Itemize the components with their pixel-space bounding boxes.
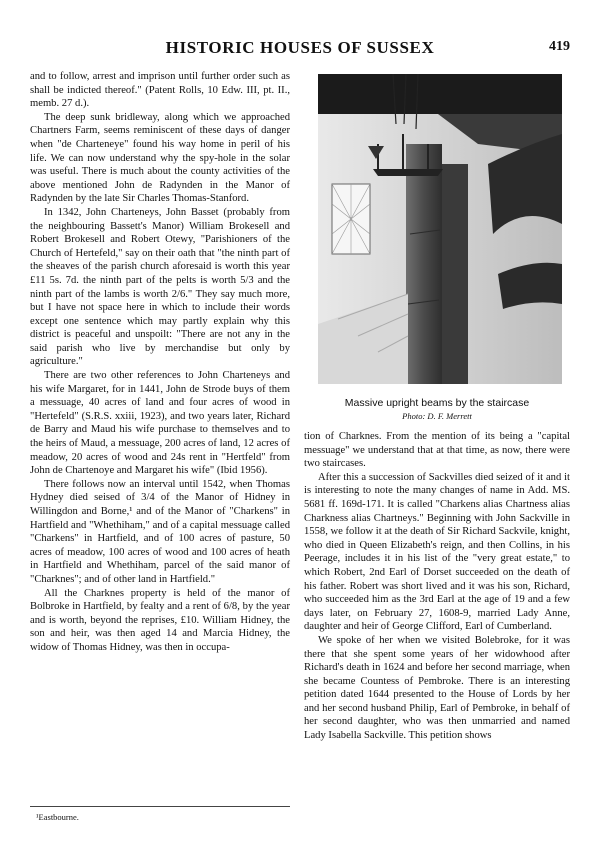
staircase-photo bbox=[318, 74, 562, 384]
paragraph: In 1342, John Charteneys, John Basset (probably from the neighbouring Bassett's Manor) William Brokesell and Robert Brokesell and Robert Otewy, "Parishioners of the Church of Hertefeld," say on their oath that "the ninth part of the sheaves of the parish church aforesaid is worth this year £11 5s. 7d. the ninth part of the pelts is worth 5/3 and the ninth part of the lambs is worth 2/6." They say much more, but I have not space here in which to include their words except one sentence which may partly explain why this district is peaceful and unspoilt: "There are not any in the said parish who live by merchandise but only by agriculture." bbox=[30, 206, 290, 368]
right-column bbox=[304, 430, 570, 743]
left-column bbox=[30, 70, 290, 655]
paragraph: There are two other references to John Charteneys and his wife Margaret, for in 1441, John de Strode buys of them a messuage, 40 acres of land and four acres of wood in "Hertefeld" (S.R.S. xxiii, 1923), and two years later, Richard de Barry and Maud his wife purchase to themselves and to the heirs of Maud, a messuage, 200 acres of land, 12 acres of meadow, 20 acres of wood and 24s rent in "Hertfeld" from John de Chartenoye and Margaret his wife" (Ibid 1956). bbox=[30, 370, 290, 477]
figure-caption: Massive upright beams by the staircase bbox=[344, 397, 530, 409]
paragraph: After this a succession of Sackvilles died seized of it and it is interesting to note the many changes of name in Add. MS. 5681 ff. 169d-171. It is called "Charkens alias Chartness alias Charkness alias Chartneys." Beginning with John Sackville in 1558, we follow it at the death of Sir Richard Sackvile, knight, who died in Queen Elizabeth's reign, and then Collins, in his Peerage, includes it in his list of the "very great estate," to which Robert, 2nd Earl of Dorset succeeded on the death of his father. Robert was short lived and it was his son, Richard, who succeeded him as the 3rd Earl at the age of 19 and a few days later, on February 27, 1608-9, married Lady Anne, daughter and heir of George Clifford, Earl of Cumberland. bbox=[304, 471, 570, 633]
paragraph: There follows now an interval until 1542, when Thomas Hydney died seised of 3/4 of the Manor of Hidney in Willingdon and Borne,¹ and of the Manor of "Charkens" in Hartfield and "Whethiham," and of a capital messuage called "Charkens" in Hartfield, and of 100 acres of pasture, 50 acres of meadow, 100 acres of wood and 100 acres of heath in Hartfield and Whethiham, parcel of the said manor of "Charknes"; and of other land in Hartfield." bbox=[30, 478, 290, 585]
footnote: ¹Eastbourne. bbox=[36, 812, 79, 822]
paragraph: and to follow, arrest and imprison until further order such as shall be indicted thereof." (Patent Rolls, 10 Edw. III, pt. II., memb. 27 d.). bbox=[30, 71, 290, 110]
paragraph: We spoke of her when we visited Bolebroke, for it was there that she spent some years of her widowhood after Richard's death in 1624 and before her second marriage, when she became Countess of Pembroke. There is an interesting petition dated 1644 presented to the House of Lords by her and her second husband Philip, Earl of Pembroke, in behalf of her second daughter, who was then unmarried and named Lady Isabella Sackville. This petition shows bbox=[304, 634, 570, 742]
paragraph: The deep sunk bridleway, along which we approached Chartners Farm, seems reminiscent of these days of danger when "de Charteneye" found his way home in peril of his life. We can now understand why the spy-hole in the solar was useful. There is much about the county activities of the above mentioned John de Radynden in the Manor of Radynden by the late Sir Charles Thomas-Stanford. bbox=[30, 111, 290, 205]
running-title: HISTORIC HOUSES OF SUSSEX bbox=[165, 38, 435, 57]
footnote-divider bbox=[30, 806, 290, 807]
paragraph: All the Charknes property is held of the manor of Bolbroke in Hartfield, by fealty and a rent of 6/8, by the year and is worth, beyond the reprises, £10. William Hidney, the son and heir, was then aged 14 and Marcia Hidney, the widow of Thomas Hidney, was then in occupa- bbox=[30, 587, 290, 653]
paragraph: tion of Charknes. From the mention of its being a "capital messuage" we understand that at that time, as now, there were two staircases. bbox=[304, 431, 570, 470]
page-number: 419 bbox=[549, 39, 570, 54]
photo-illustration bbox=[318, 74, 562, 384]
page-header bbox=[30, 38, 570, 60]
photo-credit: Photo: D. F. Merrett bbox=[402, 411, 472, 421]
